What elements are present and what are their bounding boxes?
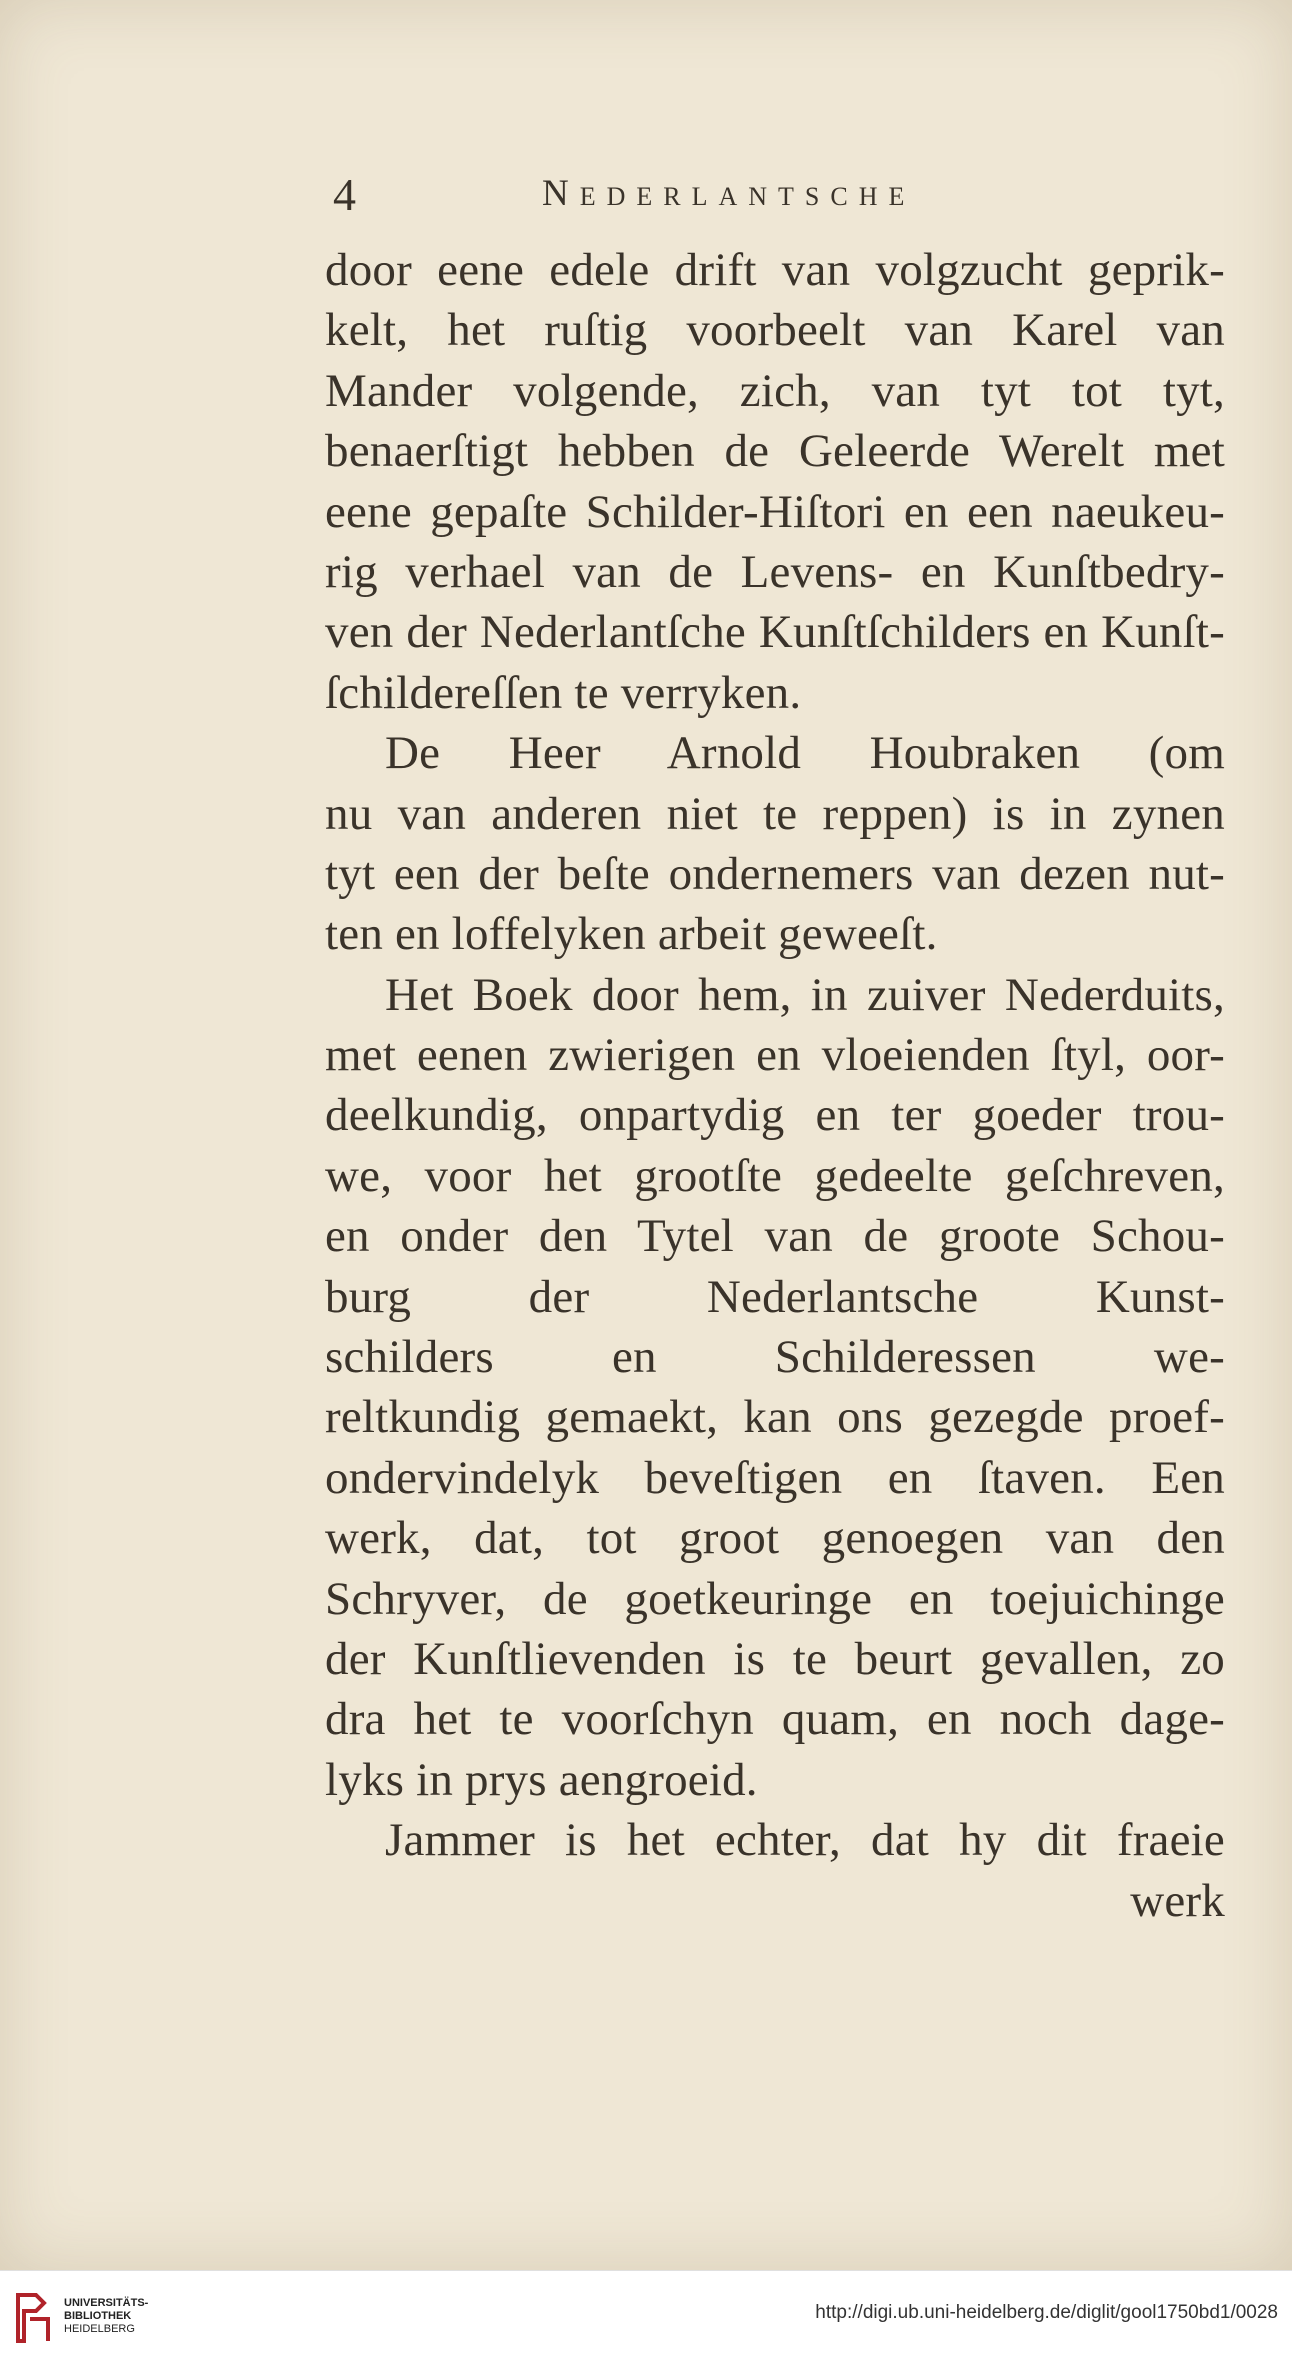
text-line: De Heer Arnold Houbraken (om [385, 727, 1225, 780]
text-line: burg der Nederlantsche Kunst- [325, 1270, 1225, 1323]
text-line: lyks in prys aengroeid. [325, 1753, 758, 1806]
text-line: dra het te voorſchyn quam, en noch dage- [325, 1693, 1225, 1746]
text-line: en onder den Tytel van de groote Schou- [325, 1210, 1225, 1263]
text-line: ven der Nederlantſche Kunſtſchilders en Kunſt- [325, 606, 1225, 659]
text-line: door eene edele drift van volgzucht geprik- [325, 244, 1225, 296]
text-line: Mander volgende, zich, van tyt tot tyt, [325, 364, 1225, 417]
source-url-link[interactable]: http://digi.ub.uni-heidelberg.de/diglit/gool1750bd1/0028 [815, 2302, 1278, 2323]
catchword: werk [1130, 1874, 1225, 1927]
text-line: kelt, het ruſtig voorbeelt van Karel van [325, 304, 1225, 357]
library-logo-icon [14, 2289, 54, 2347]
text-line: Schryver, de goetkeuringe en toejuichinge [325, 1572, 1225, 1625]
viewer-footer [0, 2270, 1292, 2367]
text-line: eene gepaſte Schilder-Hiſtori en een naeukeu- [325, 485, 1225, 538]
text-line: Jammer is het echter, dat hy dit fraeie [385, 1814, 1225, 1867]
text-line: met eenen zwierigen en vloeienden ſtyl, oor- [325, 1029, 1225, 1082]
text-line: werk, dat, tot groot genoegen van den [325, 1512, 1225, 1565]
text-line: schilders en Schilderessen we- [325, 1331, 1225, 1384]
text-line: deelkundig, onpartydig en ter goeder trou- [325, 1089, 1225, 1142]
text-line: ondervindelyk beveſtigen en ſtaven. Een [325, 1451, 1225, 1504]
text-line: reltkundig gemaekt, kan ons gezegde proef- [325, 1391, 1225, 1444]
text-line: ſchildereſſen te verryken. [325, 666, 802, 719]
running-head [325, 150, 1225, 240]
text-line: ten en loffelyken arbeit geweeſt. [325, 908, 938, 961]
text-line: der Kunſtlievenden is te beurt gevallen, zo [325, 1632, 1225, 1685]
text-line: tyt een der beſte ondernemers van dezen nut- [325, 847, 1225, 900]
library-logo-text: UNIVERSITÄTS- BIBLIOTHEK HEIDELBERG [64, 2297, 149, 2335]
page-number: 4 [333, 169, 356, 220]
page-text-block [325, 150, 1225, 1931]
running-title: Nederlantsche [542, 173, 916, 214]
text-line: nu van anderen niet te reppen) is in zynen [325, 787, 1225, 840]
text-line: benaerſtigt hebben de Geleerde Werelt met [325, 425, 1225, 478]
text-line: rig verhael van de Levens- en Kunſtbedry- [325, 545, 1225, 598]
text-line: we, voor het grootſte gedeelte geſchreven, [325, 1149, 1225, 1202]
text-line: Het Boek door hem, in zuiver Nederduits, [385, 968, 1225, 1021]
